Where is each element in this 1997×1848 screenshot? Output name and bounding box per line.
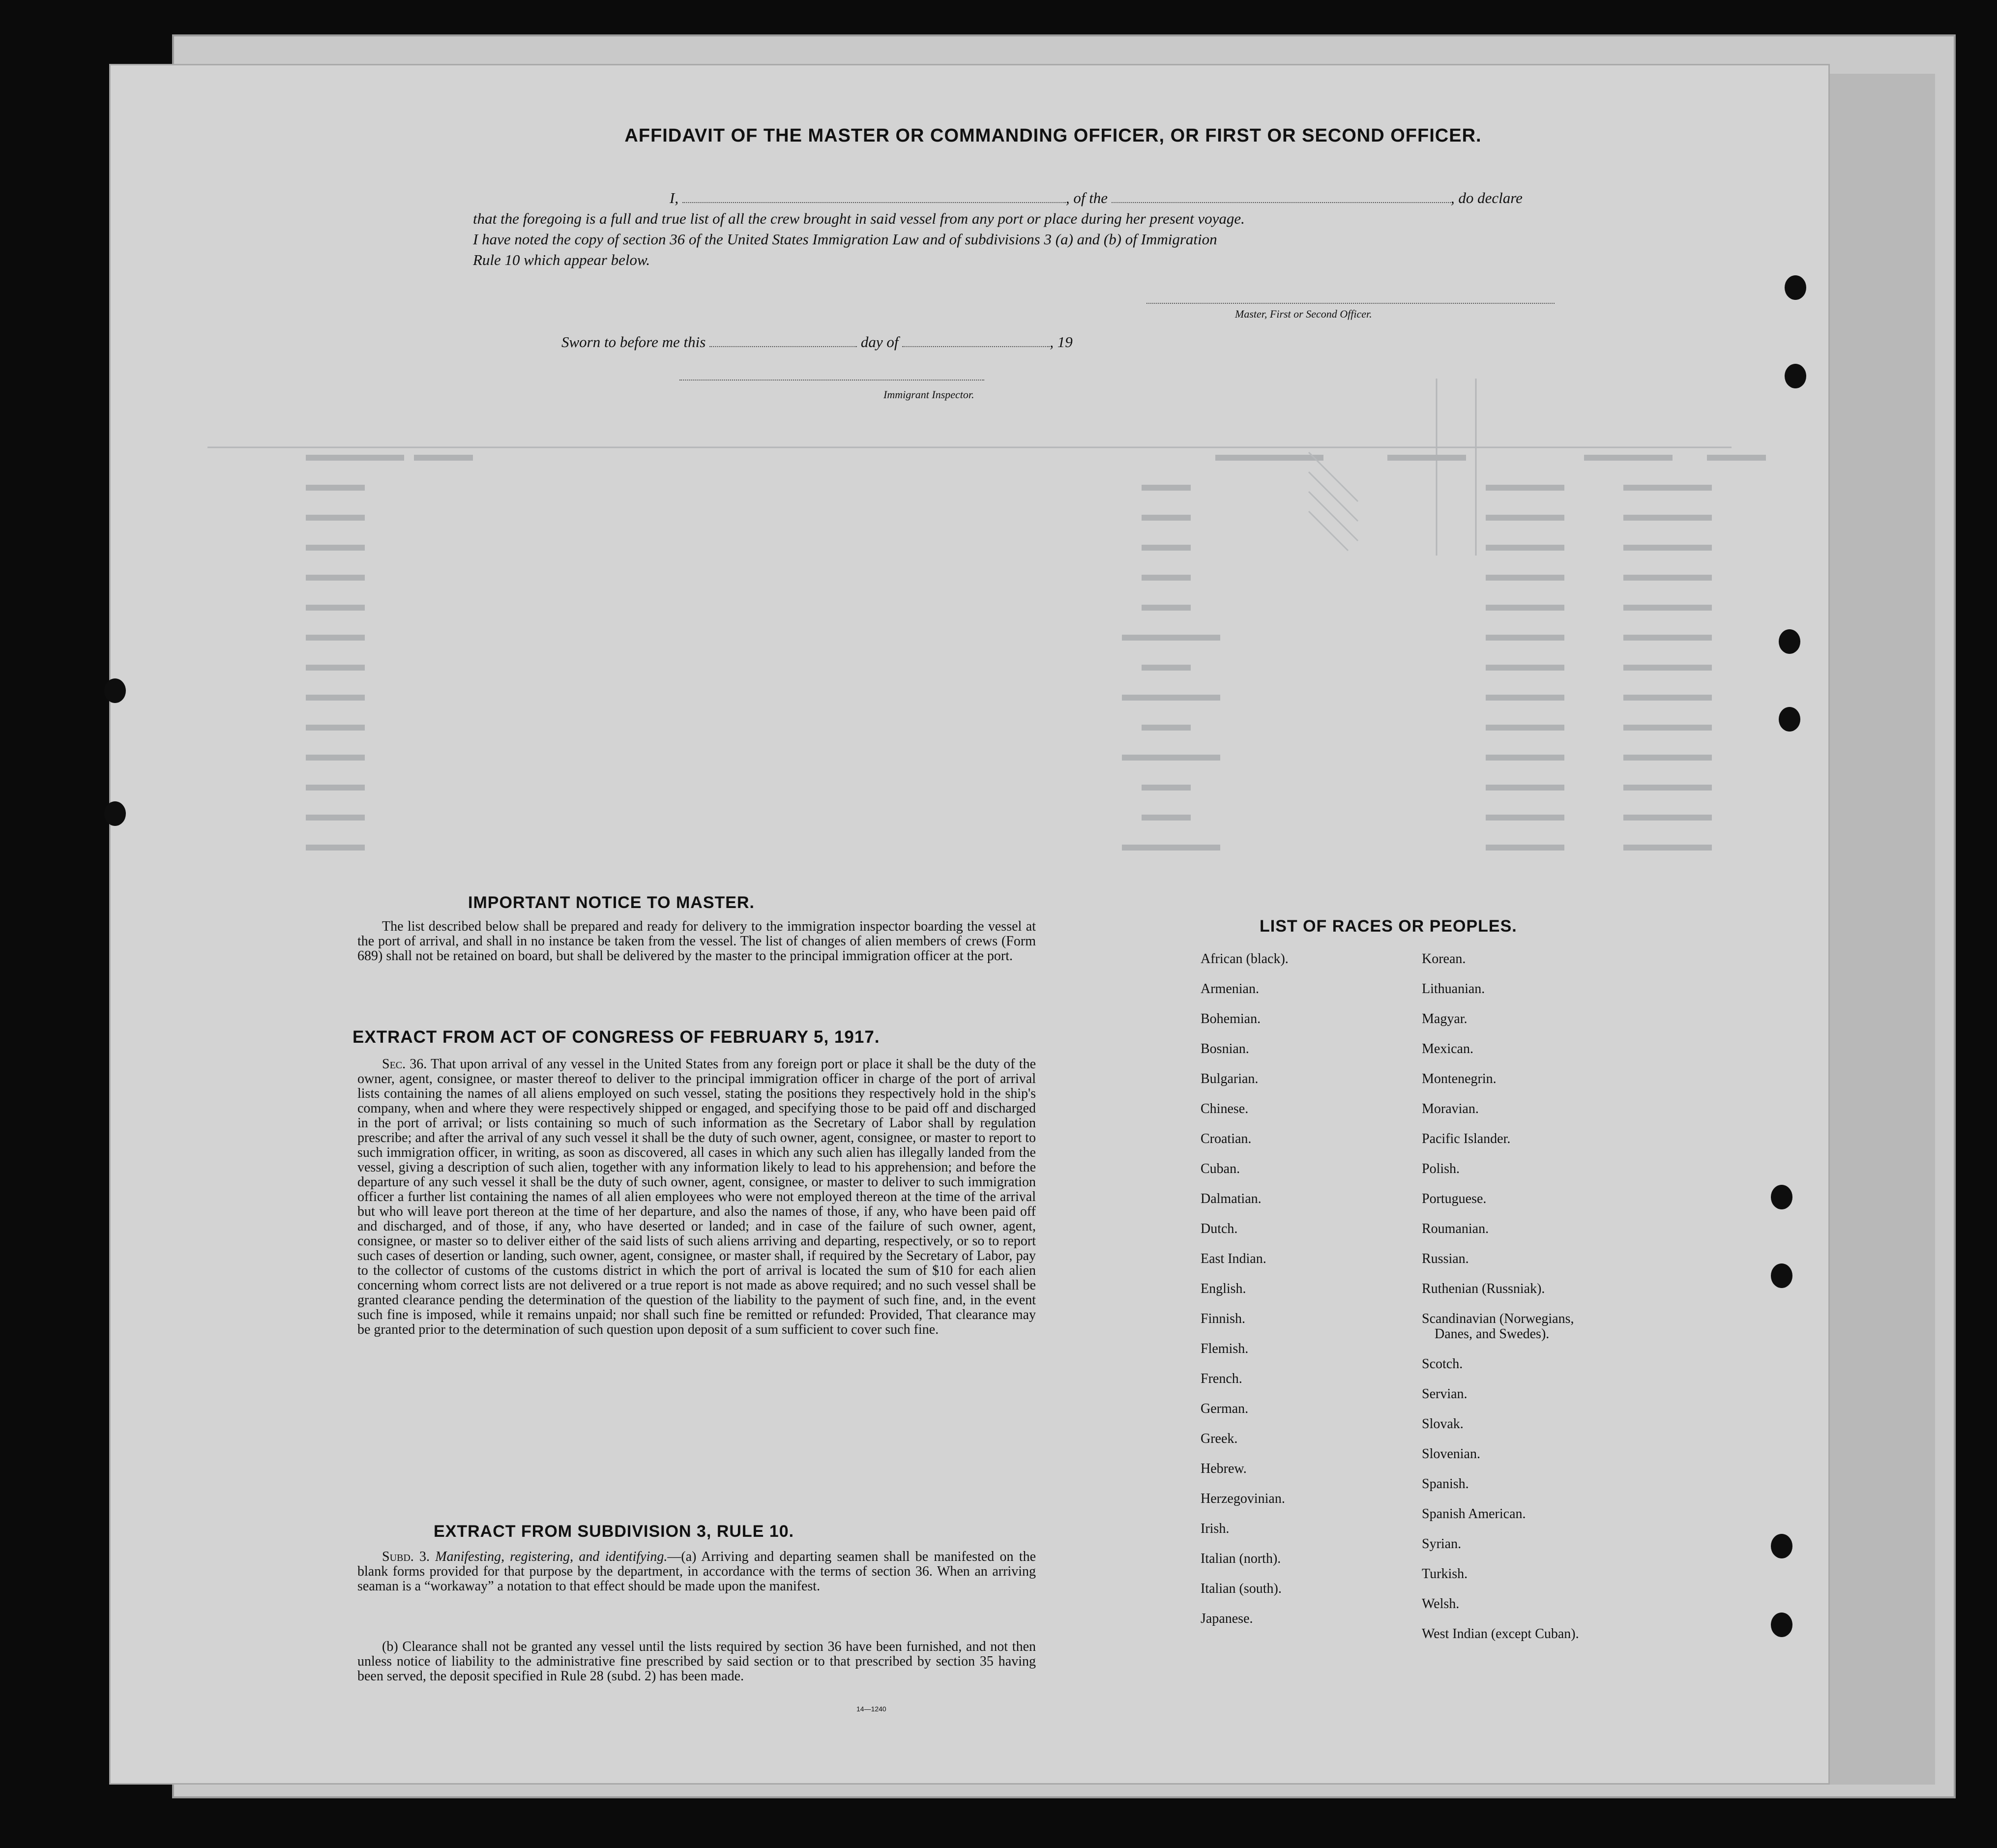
binding-hole-6	[1771, 1263, 1792, 1288]
race-item: Danes, and Swedes).	[1435, 1326, 1550, 1342]
race-item: Ruthenian (Russniak).	[1422, 1281, 1545, 1296]
affidavit-do-declare: , do declare	[1450, 189, 1523, 206]
affidavit-i-label: I,	[670, 189, 679, 206]
race-item: Croatian.	[1201, 1131, 1252, 1146]
race-item: Dalmatian.	[1201, 1191, 1262, 1206]
binding-hole-10	[104, 801, 126, 826]
race-item: Servian.	[1422, 1386, 1468, 1402]
race-item: Irish.	[1201, 1521, 1230, 1536]
signature-label: Master, First or Second Officer.	[1235, 308, 1372, 320]
affidavit-line1	[473, 188, 1604, 208]
binding-hole-9	[104, 678, 126, 703]
inspector-label: Immigrant Inspector.	[883, 388, 974, 401]
race-item: Syrian.	[1422, 1536, 1462, 1552]
race-item: Lithuanian.	[1422, 981, 1485, 997]
race-item: Chinese.	[1201, 1101, 1249, 1116]
race-item: Bohemian.	[1201, 1011, 1261, 1027]
notice-heading: IMPORTANT NOTICE TO MASTER.	[468, 893, 755, 912]
race-item: Welsh.	[1422, 1596, 1460, 1612]
act-heading: EXTRACT FROM ACT OF CONGRESS OF FEBRUARY 5, 1917.	[352, 1027, 880, 1047]
affidavit-line2: that the foregoing is a full and true list of all the crew brought in said vessel from any port or place during her present voyage.	[473, 210, 1245, 227]
race-item: Spanish.	[1422, 1476, 1469, 1492]
sworn-prefix: Sworn to before me this	[561, 333, 706, 351]
act-body: That upon arrival of any vessel in the United States from any foreign port or place it shall be the duty of the owner, agent, consignee, or master thereof to deliver to the principal immigration officer in charge of the port of arrival lists containing the names of all aliens employed on such vessel, stating the positions they respectively hold in the ship's company, when and where they were respectively shipped or engaged, and specifying those to be paid off and discharged in the port of arrival; or lists containing so much of such information as the Secretary of Labor shall by regulation prescribe; and after the arrival of any such vessel it shall be the duty of such owner, agent, consignee, or master to report to such immigration officer, in writing, as soon as discovered, all cases in which any such alien has illegally landed from the vessel, giving a description of such alien, together with any information likely to lead to his apprehension; and before the departure of any such vessel it shall be the duty of such owner, agent, consignee, or master to deliver to such immigration officer a further list containing the names of all alien employees who were not employed thereon at the time of the arrival but who will leave port thereon at the time of her departure, and also the names of those, if any, who have been paid off and discharged, and of those, if any, who have deserted or landed; and in case of the failure of such owner, agent, consignee, or master so to deliver either of the said lists of such aliens arriving and departing, respectively, or so to report such cases of desertion or landing, such owner, agent, consignee, or master shall, if required by the Secretary of Labor, pay to the collector of customs of the customs district in which the port of arrival is located the sum of $10 for each alien concerning whom correct lists are not delivered or a true report is not made as above required; and no such vessel shall be granted clearance pending the determination of the question of the liability to the payment of such fine, and, in the event such fine is imposed, while it remains unpaid; nor shall such fine be remitted or refunded: Provided, That clearance may be granted prior to the determination of such question upon deposit of a sum sufficient to cover such fine.	[357, 1056, 1036, 1337]
race-item: Scotch.	[1422, 1356, 1463, 1372]
rule-body-a: —(a) Arriving and departing seamen shall be manifested on the blank forms provided for that purpose by the department, in accordance with the terms of section 36. When an arriving seaman is a “workaway” a notation to that effect should be made upon the manifest.	[357, 1549, 1036, 1594]
affidavit-title: AFFIDAVIT OF THE MASTER OR COMMANDING OFFICER, OR FIRST OR SECOND OFFICER.	[624, 125, 1482, 146]
race-item: Magyar.	[1422, 1011, 1468, 1027]
race-item: Japanese.	[1201, 1611, 1253, 1626]
rule-subd-label: Subd. 3.	[382, 1549, 430, 1564]
sworn-year: , 19	[1050, 333, 1073, 351]
race-item: Pacific Islander.	[1422, 1131, 1511, 1146]
race-item: Spanish American.	[1422, 1506, 1526, 1522]
notice-text: The list described below shall be prepared and ready for delivery to the immigration inspector boarding the vessel at the port of arrival, and shall in no instance be taken from the vessel. The list of changes of alien members of crews (Form 689) shall not be retained on board, but shall be delivered by the master to the principal immigration officer at the port.	[357, 919, 1036, 964]
race-item: Armenian.	[1201, 981, 1259, 997]
signature-line[interactable]	[1146, 302, 1555, 304]
binding-hole-7	[1771, 1534, 1792, 1558]
binding-hole-4	[1779, 707, 1800, 732]
rule-text-a	[357, 1550, 1036, 1594]
race-item: Bulgarian.	[1201, 1071, 1259, 1086]
race-item: Turkish.	[1422, 1566, 1468, 1582]
race-item: Herzegovinian.	[1201, 1491, 1285, 1506]
vessel-blank[interactable]	[1112, 190, 1451, 203]
race-item: Dutch.	[1201, 1221, 1238, 1236]
binding-hole-8	[1771, 1613, 1792, 1637]
binding-hole-1	[1785, 275, 1806, 300]
sworn-day-blank[interactable]	[709, 335, 857, 347]
affidavit-line3: I have noted the copy of section 36 of the United States Immigration Law and of subdivisions 3 (a) and (b) of Immigration	[473, 231, 1217, 248]
binding-hole-3	[1779, 629, 1800, 654]
act-text	[357, 1057, 1036, 1337]
race-item: Greek.	[1201, 1431, 1238, 1446]
form-code: 14—1240	[856, 1705, 886, 1713]
sworn-day-label: day of	[860, 333, 899, 351]
race-item: Italian (north).	[1201, 1551, 1281, 1566]
race-item: Bosnian.	[1201, 1041, 1249, 1056]
manifest-page-verso	[109, 64, 1830, 1785]
binding-hole-5	[1771, 1185, 1792, 1209]
race-item: Slovak.	[1422, 1416, 1464, 1432]
race-item: Portuguese.	[1422, 1191, 1487, 1206]
name-blank[interactable]	[682, 190, 1066, 203]
race-item: German.	[1201, 1401, 1249, 1416]
race-item: Korean.	[1422, 951, 1466, 967]
race-item: Roumanian.	[1422, 1221, 1489, 1236]
sworn-month-blank[interactable]	[902, 335, 1050, 347]
race-item: Cuban.	[1201, 1161, 1240, 1176]
affidavit-line4: Rule 10 which appear below.	[473, 251, 650, 268]
race-item: African (black).	[1201, 951, 1289, 967]
race-item: French.	[1201, 1371, 1242, 1386]
races-right-column	[1422, 944, 1579, 1649]
race-item: East Indian.	[1201, 1251, 1266, 1266]
rule-subd-title: Manifesting, registering, and identifying.	[435, 1549, 668, 1564]
rule-heading: EXTRACT FROM SUBDIVISION 3, RULE 10.	[434, 1522, 794, 1541]
rule-text-b: (b) Clearance shall not be granted any vessel until the lists required by section 36 have been furnished, and not then unless notice of liability to the administrative fine prescribed by said section or to that prescribed by section 35 having been served, the deposit specified in Rule 28 (subd. 2) has been made.	[357, 1639, 1036, 1684]
races-heading: LIST OF RACES OR PEOPLES.	[1260, 917, 1517, 936]
race-item: Montenegrin.	[1422, 1071, 1497, 1086]
affidavit-text	[473, 188, 1604, 270]
inspector-signature-line[interactable]	[679, 379, 984, 381]
race-item: Slovenian.	[1422, 1446, 1480, 1462]
race-item: Scandinavian (Norwegians,	[1422, 1311, 1574, 1326]
race-item: Finnish.	[1201, 1311, 1246, 1326]
race-item: Italian (south).	[1201, 1581, 1282, 1596]
sworn-line	[561, 333, 1201, 351]
race-item: Flemish.	[1201, 1341, 1249, 1356]
race-item: Moravian.	[1422, 1101, 1479, 1116]
background-sheet-edge	[1819, 74, 1935, 1785]
race-item: Polish.	[1422, 1161, 1460, 1176]
act-sec-label: Sec. 36.	[382, 1056, 427, 1072]
binding-hole-2	[1785, 364, 1806, 388]
race-item: West Indian (except Cuban).	[1422, 1626, 1579, 1642]
race-item: Mexican.	[1422, 1041, 1473, 1056]
races-left-column	[1201, 944, 1289, 1634]
race-item: English.	[1201, 1281, 1246, 1296]
race-item: Russian.	[1422, 1251, 1469, 1266]
affidavit-of-the: , of the	[1065, 189, 1108, 206]
race-item: Hebrew.	[1201, 1461, 1247, 1476]
